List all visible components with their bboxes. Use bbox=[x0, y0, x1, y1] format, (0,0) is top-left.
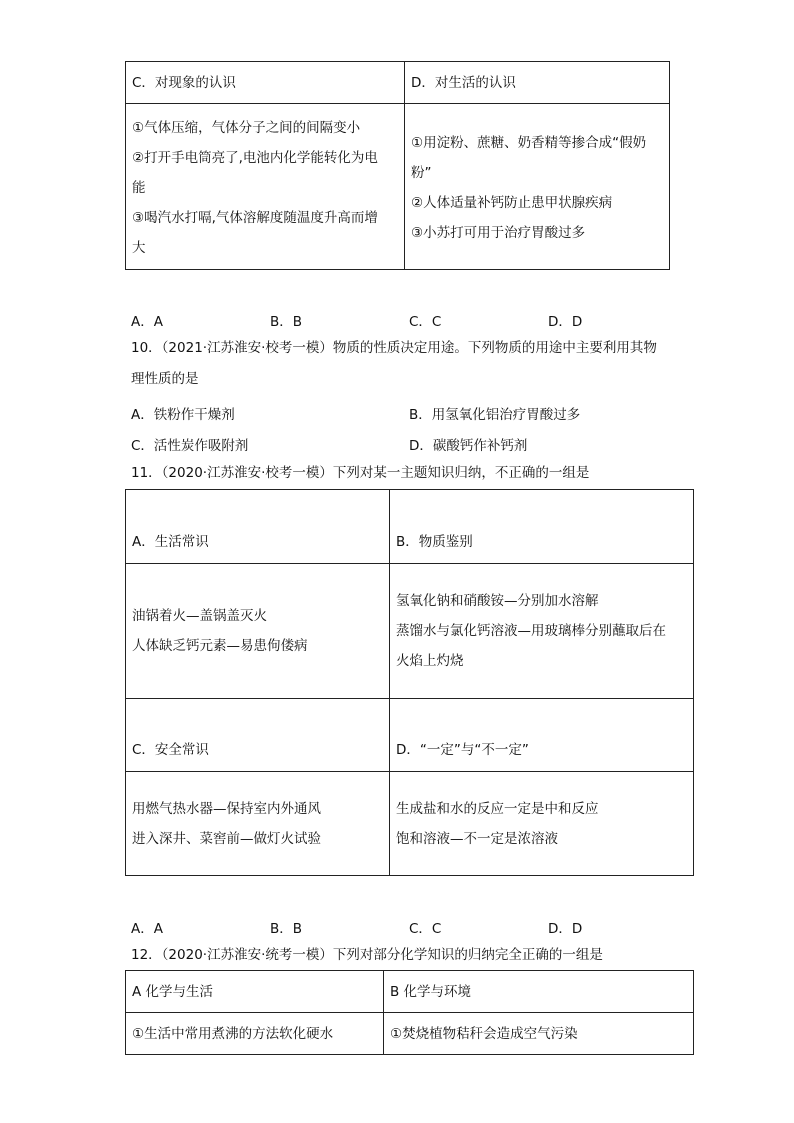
q11-option-b[interactable]: B．B bbox=[270, 921, 303, 937]
q9-option-c[interactable]: C．C bbox=[409, 314, 442, 330]
q9-c-header: C．对现象的认识 bbox=[126, 62, 405, 104]
q11-b-item: 蒸馏水与氯化钙溶液—用玻璃棒分别蘸取后在 bbox=[396, 623, 666, 639]
q11-a-item: 油锅着火—盖锅盖灭火 bbox=[132, 608, 267, 624]
q12-table bbox=[125, 970, 694, 1055]
q11-b-content bbox=[390, 564, 694, 699]
q9-d-item: ②人体适量补钙防止患甲状腺疾病 bbox=[411, 195, 613, 211]
q12-stem: 12．（2020·江苏淮安·统考一模）下列对部分化学知识的归纳完全正确的一组是 bbox=[131, 947, 603, 963]
q9-d-item: ①用淀粉、蔗糖、奶香精等掺合成“假奶 bbox=[411, 135, 647, 151]
q9-option-d[interactable]: D．D bbox=[548, 314, 583, 330]
q9-d-content bbox=[405, 104, 670, 270]
q11-d-item: 生成盐和水的反应一定是中和反应 bbox=[396, 800, 599, 817]
q10-option-a[interactable]: A．铁粉作干燥剂 bbox=[131, 407, 235, 423]
q9-table bbox=[125, 61, 670, 270]
q9-c-item: ②打开手电筒亮了,电池内化学能转化为电 bbox=[132, 150, 378, 166]
q9-c-item: 大 bbox=[132, 240, 146, 256]
q12-a-content bbox=[126, 1013, 384, 1055]
q11-c-content bbox=[126, 772, 390, 876]
q11-d-content bbox=[390, 772, 694, 876]
q10-stem-line2: 理性质的是 bbox=[131, 371, 199, 387]
q9-d-header: D．对生活的认识 bbox=[405, 62, 670, 104]
q11-c-item: 用燃气热水器—保持室内外通风 bbox=[132, 800, 321, 817]
q11-b-header: B．物质鉴别 bbox=[390, 490, 694, 564]
q11-b-item: 火焰上灼烧 bbox=[396, 653, 464, 669]
q11-a-item: 人体缺乏钙元素—易患佝偻病 bbox=[132, 638, 308, 654]
q10-option-b[interactable]: B．用氢氧化铝治疗胃酸过多 bbox=[409, 407, 581, 423]
q12-b-header: B 化学与环境 bbox=[384, 971, 694, 1013]
q11-b-item: 氢氧化钠和硝酸铵—分别加水溶解 bbox=[396, 593, 599, 609]
q11-c-item: 进入深井、菜窖前—做灯火试验 bbox=[132, 830, 321, 847]
q12-b-item: ①焚烧植物秸秆会造成空气污染 bbox=[390, 1025, 578, 1042]
q11-table bbox=[125, 489, 694, 876]
q10-stem-line1: 10．（2021·江苏淮安·校考一模）物质的性质决定用途。下列物质的用途中主要利用其物 bbox=[131, 340, 657, 356]
q9-d-item: 粉” bbox=[411, 165, 432, 181]
q9-c-item: 能 bbox=[132, 180, 146, 196]
q11-d-header: D．“一定”与“不一定” bbox=[390, 699, 694, 772]
q11-a-header: A．生活常识 bbox=[126, 490, 390, 564]
q11-stem: 11．（2020·江苏淮安·校考一模）下列对某一主题知识归纳，不正确的一组是 bbox=[131, 465, 590, 481]
q11-c-header: C．安全常识 bbox=[126, 699, 390, 772]
q11-option-d[interactable]: D．D bbox=[548, 921, 583, 937]
q9-option-b[interactable]: B．B bbox=[270, 314, 303, 330]
q9-option-a[interactable]: A．A bbox=[131, 314, 163, 330]
q11-option-a[interactable]: A．A bbox=[131, 921, 163, 937]
q9-c-content bbox=[126, 104, 405, 270]
q9-c-item: ③喝汽水打嗝,气体溶解度随温度升高而增 bbox=[132, 210, 378, 226]
q11-option-c[interactable]: C．C bbox=[409, 921, 442, 937]
q12-a-header: A 化学与生活 bbox=[126, 971, 384, 1013]
q11-a-content bbox=[126, 564, 390, 699]
q9-c-item: ①气体压缩，气体分子之间的间隔变小 bbox=[132, 120, 361, 136]
q12-a-item: ①生活中常用煮沸的方法软化硬水 bbox=[132, 1025, 334, 1042]
q11-d-item: 饱和溶液—不一定是浓溶液 bbox=[396, 830, 558, 847]
q9-d-item: ③小苏打可用于治疗胃酸过多 bbox=[411, 225, 586, 241]
q10-option-c[interactable]: C．活性炭作吸附剂 bbox=[131, 438, 249, 454]
q12-b-content bbox=[384, 1013, 694, 1055]
q10-option-d[interactable]: D．碳酸钙作补钙剂 bbox=[409, 438, 528, 454]
